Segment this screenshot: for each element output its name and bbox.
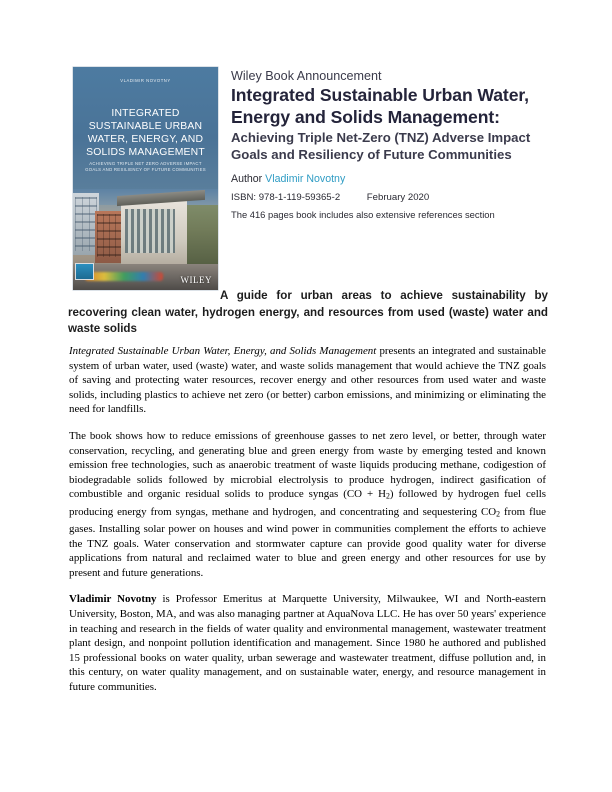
lead-paragraph-text: A guide for urban areas to achieve sustainability by recovering clean water, hydrogen energy, and resources from used (waste) water and waste solids: [68, 289, 548, 335]
paragraph-technologies-a: The book shows how to reduce emissions of greenhouse gasses to net zero level, or better, through water conservation, recycling, and generating blue and green energy from waste by emerging tested and known emission free technologies, such as anaerobic treatment of waste liquids producing methane, codigestion of biodegradable solids followed by microbial electrolysis to produce hydrogen, indirect gasification of combustible and organic residual solids to produce syngas (CO + H: [69, 429, 546, 501]
author-label: Author: [231, 173, 263, 185]
cover-title-line-2: SUSTAINABLE URBAN: [88, 121, 203, 132]
cover-author-name: VLADIMIR NOVOTNY: [120, 78, 171, 83]
paragraph-technologies-b: ) followed by hydrogen fuel cells producing energy from syngas, methane and hydrogen, and concentrating and sequestering CO: [69, 488, 546, 518]
paragraph-overview-rest: presents an integrated and sustainable system of urban water, used (waste) water, and waste solids management that would achieve the TNZ goals of saving and protecting water resources, recover energy and other resources from used water and waste solids, including plastics to achieve net zero (or better) carbon emissions, and minimizing or eliminating the need for landfills.: [69, 345, 546, 416]
subscript-carbon-dioxide-two: 2: [496, 509, 501, 519]
cover-title-line-1: INTEGRATED: [111, 108, 180, 119]
photo-street-sign: [75, 263, 94, 280]
author-bio-rest: is Professor Emeritus at Marquette University, Milwaukee, WI and North-eastern University, Boston, MA, and was also managing partner at AquaNova LLC. He has over 50 years' experience in teaching and research in the fields of water quality and environmental management, wastewater treatment plant design, and nonpoint pollution identification and management. Since 1980 he authored and published 15 professional books on water quality, urban sewerage and wastewater treatment, diffuse pollution and, in this century, on water quality management, and on sustainable water, energy, and resource management in future communities.: [69, 593, 546, 693]
paragraph-author-bio: [69, 592, 546, 694]
paragraph-technologies: [69, 429, 546, 580]
subscript-hydrogen-two: 2: [385, 492, 390, 502]
cover-wrap-shim: [68, 288, 220, 289]
author-line: [231, 172, 543, 186]
isbn-and-date-line: ISBN: 978-1-119-59365-2 February 2020: [231, 192, 430, 203]
body-text: [69, 344, 546, 695]
cover-publisher-logo: WILEY: [180, 275, 212, 285]
cover-title-line-4: SOLIDS MANAGEMENT: [86, 147, 205, 158]
announcement-kicker: Wiley Book Announcement: [231, 69, 382, 83]
announcement-header: [231, 68, 543, 222]
book-title-italic: Integrated Sustainable Urban Water, Energy, and Solids Management: [69, 345, 377, 357]
lead-paragraph: [68, 288, 548, 338]
book-subtitle: Achieving Triple Net-Zero (TNZ) Adverse Impact Goals and Resiliency of Future Communities: [231, 130, 531, 162]
paragraph-overview: [69, 344, 546, 417]
photo-trees: [183, 205, 218, 265]
book-title: Integrated Sustainable Urban Water, Energy and Solids Management:: [231, 85, 529, 127]
cover-title: [81, 107, 210, 159]
book-cover-image: [73, 67, 218, 290]
photo-glass-facade: [125, 209, 175, 253]
author-name-link[interactable]: Vladimir Novotny: [265, 173, 346, 185]
cover-subtitle: ACHIEVING TRIPLE NET ZERO ADVERSE IMPACT GOALS AND RESILIENCY OF FUTURE COMMUNITIES: [85, 161, 206, 173]
cover-title-line-3: WATER, ENERGY, AND: [87, 134, 204, 145]
paragraph-technologies-c: from flue gases. Installing solar power on houses and wind power in communities complement the efforts to achieve the TNZ goals. Water conservation and stormwater capture can provide good quality water for diverse applications from natural and reclaimed water to blue and green energy and other resources for use by present and future generations.: [69, 505, 547, 579]
author-bio-name: Vladimir Novotny: [69, 593, 157, 606]
pages-note: The 416 pages book includes also extensive references section: [231, 209, 495, 220]
photo-motion-blur-traffic: [85, 272, 163, 281]
